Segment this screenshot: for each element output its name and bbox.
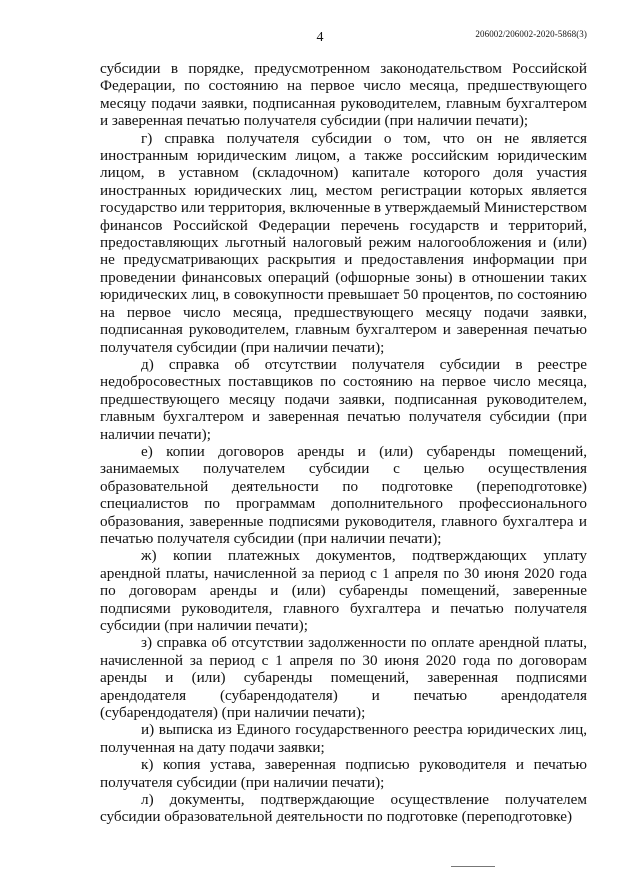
paragraph-item-e: е) копии договоров аренды и (или) субаренды помещений, занимаемых получателем субсидии с целью осуществления образовательной деятельности по подготовке (переподготовке) специалистов по программам дополнительного профессионального образования, заверенные подписями руководителя, главного бухгалтера и печатью получателя субсидии (при наличии печати);	[100, 442, 587, 547]
paragraph-item-l: л) документы, подтверждающие осуществление получателем субсидии образовательной деятельности по подготовке (переподготовке)	[100, 791, 587, 826]
page-number: 4	[316, 30, 324, 45]
paragraph-item-g: г) справка получателя субсидии о том, что он не является иностранным юридическим лицом, а также российским юридическим лицом, в уставном (складочном) капитале которого доля участия иностранных юридических лиц, местом регистрации которых является государство или территория, включенные в утверждаемый Министерством финансов Российской Федерации перечень государств и территорий, предоставляющих льготный налоговый режим налогообложения и (или) не предусматривающих раскрытия и предоставления информации при проведении финансовых операций (офшорные зоны) в отношении таких юридических лиц, в совокупности превышает 50 процентов, по состоянию на первое число месяца, предшествующего месяцу подачи заявки, подписанная руководителем, главным бухгалтером и заверенная печатью получателя субсидии (при наличии печати);	[100, 129, 587, 356]
document-number: 206002/206002-2020-5868(3)	[475, 29, 587, 39]
paragraph-item-d: д) справка об отсутствии получателя субсидии в реестре недобросовестных поставщиков по состоянию на первое число месяца, предшествующего месяцу подачи заявки, подписанная руководителем, главным бухгалтером и заверенная печатью получателя субсидии (при наличии печати);	[100, 355, 587, 443]
document-body	[100, 60, 587, 826]
paragraph-item-i: и) выписка из Единого государственного реестра юридических лиц, полученная на дату подачи заявки;	[100, 721, 587, 756]
paragraph-item-zh: ж) копии платежных документов, подтверждающих уплату арендной платы, начисленной за период с 1 апреля по 30 июня 2020 года по договорам аренды и (или) субаренды помещений, заверенные подписями руководителя, главного бухгалтера и печатью получателя субсидии (при наличии печати);	[100, 547, 587, 634]
footer-divider	[451, 866, 495, 867]
paragraph-item-k: к) копия устава, заверенная подписью руководителя и печатью получателя субсидии (при наличии печати);	[100, 756, 587, 791]
paragraph-continuation: субсидии в порядке, предусмотренном законодательством Российской Федерации, по состоянию на первое число месяца, предшествующего месяцу подачи заявки, подписанная руководителем, главным бухгалтером и заверенная печатью получателя субсидии (при наличии печати);	[100, 60, 587, 130]
paragraph-item-z: з) справка об отсутствии задолженности по оплате арендной платы, начисленной за период с 1 апреля по 30 июня 2020 года по договорам аренды и (или) субаренды помещений, заверенная подписями арендодателя (субарендодателя) и печатью арендодателя (субарендодателя) (при наличии печати);	[100, 634, 587, 722]
